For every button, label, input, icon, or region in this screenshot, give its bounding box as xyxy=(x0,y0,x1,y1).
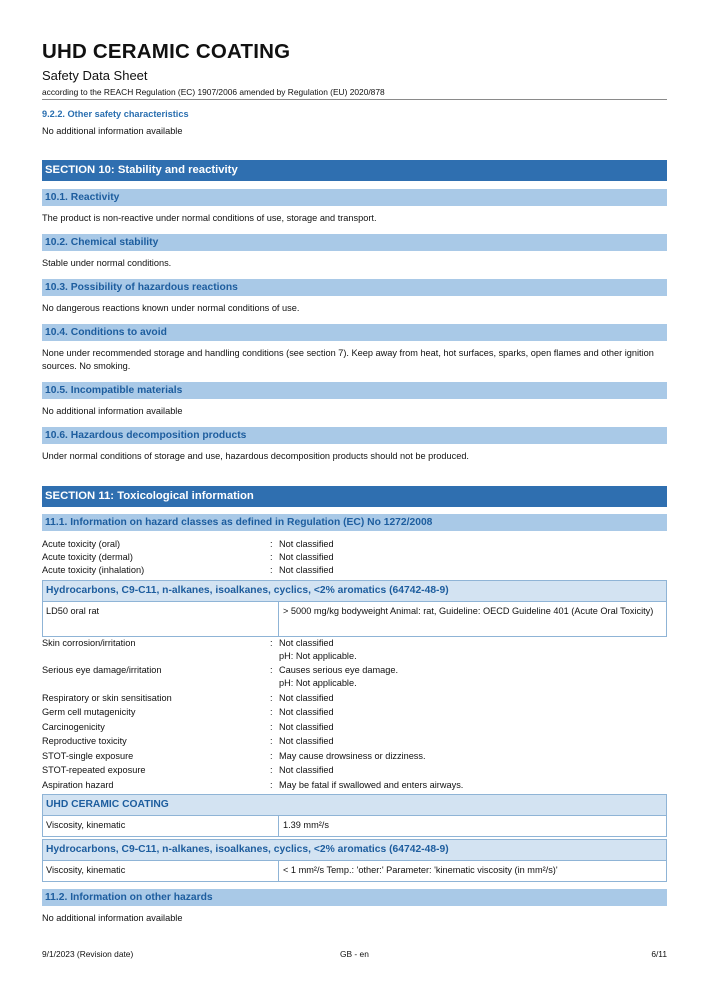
hazard-label: Acute toxicity (dermal) xyxy=(42,552,133,562)
colon-separator: : xyxy=(270,693,273,703)
colon-separator: : xyxy=(270,539,273,549)
subsection-10-2-heading: 10.2. Chemical stability xyxy=(42,234,667,251)
section-10-header: SECTION 10: Stability and reactivity xyxy=(42,160,667,181)
hydrocarbons-viscosity-table xyxy=(42,839,667,882)
table-row xyxy=(43,602,666,636)
table-cell-value: < 1 mm²/s Temp.: 'other:' Parameter: 'kinematic viscosity (in mm²/s)' xyxy=(283,865,558,875)
hazard-label: Germ cell mutagenicity xyxy=(42,707,136,717)
hazard-value: Not classified xyxy=(279,707,334,717)
hazard-label: Reproductive toxicity xyxy=(42,736,127,746)
subsection-10-5-heading: 10.5. Incompatible materials xyxy=(42,382,667,399)
footer-page-number: 6/11 xyxy=(651,949,667,959)
table-row xyxy=(43,816,666,836)
hazard-row-stot-single xyxy=(42,750,667,763)
hazard-label: Respiratory or skin sensitisation xyxy=(42,693,172,703)
subsection-11-2-text: No additional information available xyxy=(42,913,183,923)
subsection-10-6-heading: 10.6. Hazardous decomposition products xyxy=(42,427,667,444)
hydrocarbons-ld50-table xyxy=(42,580,667,637)
hazard-label: Aspiration hazard xyxy=(42,780,114,790)
subsection-10-4-text: None under recommended storage and handling conditions (see section 7). Keep away from heat, hot surfaces, sparks, open flames and other ignition sources. No smoking. xyxy=(42,348,654,372)
section-11-header: SECTION 11: Toxicological information xyxy=(42,486,667,507)
footer-revision-date: 9/1/2023 (Revision date) xyxy=(42,949,134,959)
hazard-value: Not classified xyxy=(279,552,334,562)
table-header: UHD CERAMIC COATING xyxy=(43,795,666,816)
colon-separator: : xyxy=(270,736,273,746)
hazard-row-sensitisation xyxy=(42,692,667,705)
hazard-value: Causes serious eye damage. xyxy=(279,665,398,675)
subsection-9-2-2-heading: 9.2.2. Other safety characteristics xyxy=(42,109,189,119)
hazard-value: May cause drowsiness or dizziness. xyxy=(279,751,426,761)
table-cell-value: > 5000 mg/kg bodyweight Animal: rat, Guideline: OECD Guideline 401 (Acute Oral Toxicity) xyxy=(283,606,654,616)
hazard-value: Not classified xyxy=(279,638,334,648)
hazard-value: May be fatal if swallowed and enters airways. xyxy=(279,780,464,790)
table-cell-label: Viscosity, kinematic xyxy=(43,861,279,881)
table-row xyxy=(43,861,666,881)
hazard-value-ph: pH: Not applicable. xyxy=(279,678,357,688)
hazard-label: Serious eye damage/irritation xyxy=(42,665,162,675)
hazard-value-ph: pH: Not applicable. xyxy=(279,651,357,661)
hazard-value: Not classified xyxy=(279,565,334,575)
hazard-row-aspiration xyxy=(42,779,667,792)
subsection-11-2-heading: 11.2. Information on other hazards xyxy=(42,889,667,906)
colon-separator: : xyxy=(270,780,273,790)
colon-separator: : xyxy=(270,722,273,732)
header-divider xyxy=(42,99,667,100)
hazard-value: Not classified xyxy=(279,539,334,549)
footer-language: GB - en xyxy=(340,949,369,959)
hazard-value: Not classified xyxy=(279,693,334,703)
subsection-10-2-text: Stable under normal conditions. xyxy=(42,258,172,268)
hazard-label: Skin corrosion/irritation xyxy=(42,638,136,648)
hazard-row-eye xyxy=(42,664,667,690)
table-header: Hydrocarbons, C9-C11, n-alkanes, isoalkanes, cyclics, <2% aromatics (64742-48-9) xyxy=(43,581,666,602)
subsection-10-1-text: The product is non-reactive under normal conditions of use, storage and transport. xyxy=(42,213,377,223)
hazard-row-acute-dermal xyxy=(42,551,667,564)
table-header: Hydrocarbons, C9-C11, n-alkanes, isoalkanes, cyclics, <2% aromatics (64742-48-9) xyxy=(43,840,666,861)
hazard-value: Not classified xyxy=(279,722,334,732)
colon-separator: : xyxy=(270,751,273,761)
subsection-10-4-heading: 10.4. Conditions to avoid xyxy=(42,324,667,341)
table-cell-value: 1.39 mm²/s xyxy=(283,820,329,830)
hazard-label: Acute toxicity (oral) xyxy=(42,539,121,549)
colon-separator: : xyxy=(270,707,273,717)
table-cell-label: LD50 oral rat xyxy=(43,602,279,636)
hazard-value: Not classified xyxy=(279,736,334,746)
subsection-10-3-text: No dangerous reactions known under normal conditions of use. xyxy=(42,303,300,313)
subsection-10-6-text: Under normal conditions of storage and use, hazardous decomposition products should not be produced. xyxy=(42,451,469,461)
regulation-note: according to the REACH Regulation (EC) 1907/2006 amended by Regulation (EU) 2020/878 xyxy=(42,87,385,97)
subsection-11-1-heading: 11.1. Information on hazard classes as defined in Regulation (EC) No 1272/2008 xyxy=(42,514,667,531)
hazard-row-reproductive xyxy=(42,735,667,748)
hazard-row-acute-inhalation xyxy=(42,564,667,577)
product-viscosity-table xyxy=(42,794,667,837)
hazard-label: STOT-single exposure xyxy=(42,751,134,761)
subsection-9-2-2-text: No additional information available xyxy=(42,126,183,136)
hazard-label: STOT-repeated exposure xyxy=(42,765,146,775)
hazard-row-skin xyxy=(42,637,667,663)
hazard-row-acute-oral xyxy=(42,538,667,551)
subsection-10-3-heading: 10.3. Possibility of hazardous reactions xyxy=(42,279,667,296)
colon-separator: : xyxy=(270,638,273,648)
hazard-value: Not classified xyxy=(279,765,334,775)
colon-separator: : xyxy=(270,565,273,575)
hazard-label: Carcinogenicity xyxy=(42,722,105,732)
document-title: UHD CERAMIC COATING xyxy=(42,40,291,63)
table-cell-label: Viscosity, kinematic xyxy=(43,816,279,836)
hazard-row-stot-repeated xyxy=(42,764,667,777)
colon-separator: : xyxy=(270,665,273,675)
subsection-10-1-heading: 10.1. Reactivity xyxy=(42,189,667,206)
colon-separator: : xyxy=(270,765,273,775)
hazard-row-carcinogenicity xyxy=(42,721,667,734)
colon-separator: : xyxy=(270,552,273,562)
hazard-label: Acute toxicity (inhalation) xyxy=(42,565,145,575)
subsection-10-5-text: No additional information available xyxy=(42,406,183,416)
document-subtitle: Safety Data Sheet xyxy=(42,68,148,83)
hazard-row-mutagenicity xyxy=(42,706,667,719)
